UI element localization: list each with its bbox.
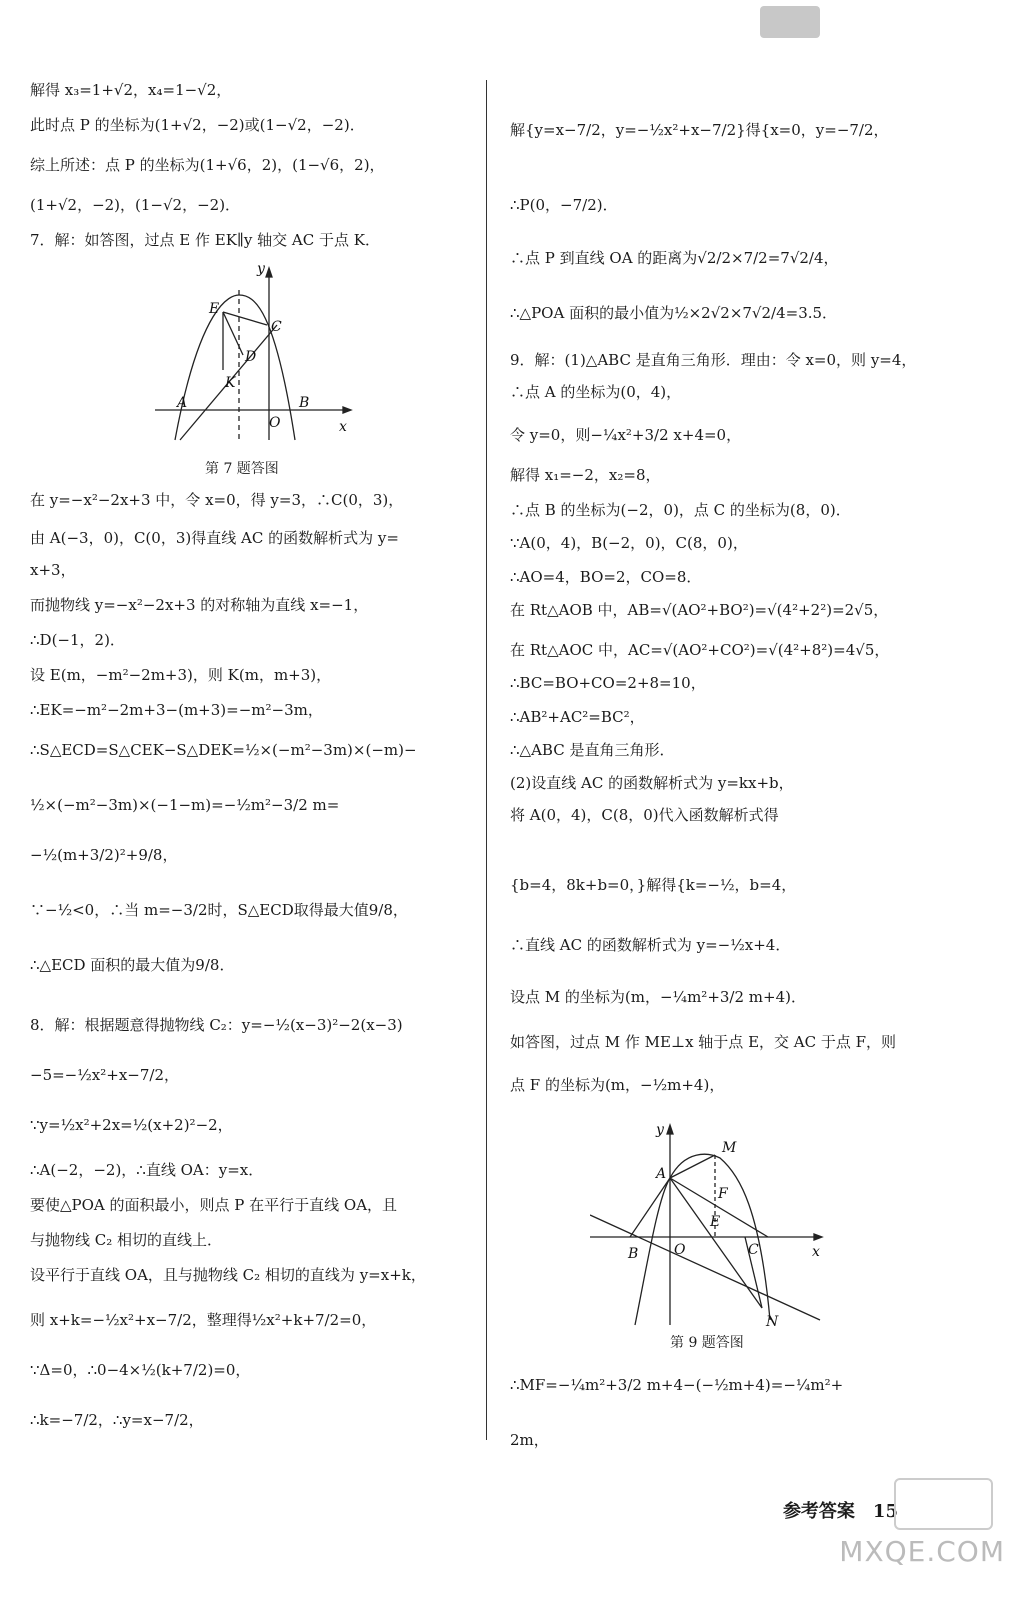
text-line: ∴k=−7/2，∴y=x−7/2， <box>30 1411 204 1429</box>
text-line: ∴点 P 到直线 OA 的距离为√2/2×7/2=7√2/4， <box>510 249 839 267</box>
text-line: ∴点 A 的坐标为(0，4)， <box>510 383 682 401</box>
text-line: {b=4，8k+b=0，}解得{k=−½，b=4， <box>510 876 797 894</box>
label-K: K <box>225 375 236 391</box>
figure-9 <box>590 1120 830 1330</box>
segment-ED <box>223 312 243 355</box>
label-A: A <box>656 1166 667 1182</box>
y-axis-arrow <box>266 268 272 277</box>
text-line: 由 A(−3，0)，C(0，3)得直线 AC 的函数解析式为 y= <box>30 529 399 547</box>
text-line: 设 E(m，−m²−2m+3)，则 K(m，m+3)， <box>30 666 332 684</box>
label-M: M <box>722 1140 737 1156</box>
text-line: 2m， <box>510 1431 549 1449</box>
text-line: ∴AO=4，BO=2，CO=8． <box>510 568 702 586</box>
y-axis-arrow <box>667 1125 673 1134</box>
label-F: F <box>718 1186 728 1202</box>
text-line: 9．解：(1)△ABC 是直角三角形．理由：令 x=0，则 y=4， <box>510 351 917 369</box>
label-B: B <box>628 1246 639 1262</box>
segment-AM <box>670 1155 715 1178</box>
text-line: (2)设直线 AC 的函数解析式为 y=kx+b， <box>510 774 794 792</box>
label-C: C <box>748 1242 759 1258</box>
text-line: 与抛物线 C₂ 相切的直线上． <box>30 1231 223 1249</box>
label-x: x <box>339 419 347 435</box>
text-line: ∴直线 AC 的函数解析式为 y=−½x+4． <box>510 936 791 954</box>
text-line: ∴△POA 面积的最小值为½×2√2×7√2/4=3.5． <box>510 304 838 322</box>
x-axis-arrow <box>814 1234 822 1240</box>
label-x: x <box>812 1244 820 1260</box>
text-line: 解得 x₁=−2，x₂=8， <box>510 466 661 484</box>
text-line: 点 F 的坐标为(m，−½m+4)， <box>510 1076 725 1094</box>
text-line: ½×(−m²−3m)×(−1−m)=−½m²−3/2 m= <box>30 796 340 814</box>
page-tab <box>760 6 820 38</box>
text-line: 解{y=x−7/2，y=−½x²+x−7/2}得{x=0，y=−7/2， <box>510 121 889 139</box>
text-line: ∵−½<0，∴当 m=−3/2时，S△ECD取得最大值9/8， <box>30 901 408 919</box>
text-line: ∴点 B 的坐标为(−2，0)，点 C 的坐标为(8，0)． <box>510 501 851 519</box>
text-line: 8．解：根据题意得抛物线 C₂：y=−½(x−3)²−2(x−3) <box>30 1016 403 1034</box>
figure-9-caption: 第 9 题答图 <box>670 1335 744 1351</box>
watermark-logo <box>894 1478 993 1530</box>
text-line: ∴S△ECD=S△CEK−S△DEK=½×(−m²−3m)×(−m)− <box>30 741 417 759</box>
column-divider <box>486 80 487 1440</box>
label-N: N <box>766 1314 779 1330</box>
x-axis-arrow <box>343 407 351 413</box>
text-line: 解得 x₃=1+√2，x₄=1−√2， <box>30 81 232 99</box>
watermark-text: MXQE.COM <box>839 1535 1005 1568</box>
text-line: ∴MF=−¼m²+3/2 m+4−(−½m+4)=−¼m²+ <box>510 1376 844 1394</box>
label-y: y <box>257 265 265 277</box>
text-line: 令 y=0，则−¼x²+3/2 x+4=0， <box>510 426 742 444</box>
text-line: (1+√2，−2)，(1−√2，−2)． <box>30 196 241 214</box>
text-line: ∴EK=−m²−2m+3−(m+3)=−m²−3m， <box>30 701 323 719</box>
label-E: E <box>710 1214 721 1230</box>
text-line: −5=−½x²+x−7/2， <box>30 1066 179 1084</box>
text-line: ∴BC=BO+CO=2+8=10， <box>510 674 706 692</box>
text-line: ∵y=½x²+2x=½(x+2)²−2， <box>30 1116 233 1134</box>
text-line: 设点 M 的坐标为(m，−¼m²+3/2 m+4)． <box>510 988 806 1006</box>
figure-7 <box>155 265 355 445</box>
text-line: ∴△ECD 面积的最大值为9/8． <box>30 956 235 974</box>
text-line: ∴P(0，−7/2)． <box>510 196 618 214</box>
text-line: 如答图，过点 M 作 ME⊥x 轴于点 E，交 AC 于点 F，则 <box>510 1033 897 1051</box>
text-line: x+3， <box>30 561 76 579</box>
text-line: ∵Δ=0，∴0−4×½(k+7/2)=0， <box>30 1361 251 1379</box>
segment-EC <box>223 312 267 325</box>
text-line: 设平行于直线 OA，且与抛物线 C₂ 相切的直线为 y=x+k， <box>30 1266 426 1284</box>
label-O: O <box>674 1242 686 1258</box>
label-A: A <box>177 395 188 411</box>
text-line: 则 x+k=−½x²+x−7/2，整理得½x²+k+7/2=0， <box>30 1311 377 1329</box>
label-E: E <box>209 301 220 317</box>
text-line: ∴AB²+AC²=BC²， <box>510 708 645 726</box>
text-line: 将 A(0，4)，C(8，0)代入函数解析式得 <box>510 806 779 824</box>
figure-7-caption: 第 7 题答图 <box>205 461 279 477</box>
line-BN <box>590 1215 820 1320</box>
text-line: 要使△POA 的面积最小，则点 P 在平行于直线 OA，且 <box>30 1196 398 1214</box>
segment-AB <box>630 1178 670 1237</box>
text-line: 在 Rt△AOC 中，AC=√(AO²+CO²)=√(4²+8²)=4√5， <box>510 641 890 659</box>
label-B: B <box>299 395 310 411</box>
text-line: 此时点 P 的坐标为(1+√2，−2)或(1−√2，−2)． <box>30 116 365 134</box>
text-line: 综上所述：点 P 的坐标为(1+√6，2)，(1−√6，2)， <box>30 156 385 174</box>
text-line: ∵A(0，4)，B(−2，0)，C(8，0)， <box>510 534 748 552</box>
page-footer: 参考答案 15 <box>782 1501 898 1522</box>
text-line: −½(m+3/2)²+9/8， <box>30 846 178 864</box>
text-line: ∴D(−1，2)． <box>30 631 125 649</box>
label-D: D <box>245 349 257 365</box>
text-line: 而抛物线 y=−x²−2x+3 的对称轴为直线 x=−1， <box>30 596 369 614</box>
text-line: ∴A(−2，−2)，∴直线 OA：y=x． <box>30 1161 264 1179</box>
text-line: 在 y=−x²−2x+3 中，令 x=0，得 y=3，∴C(0，3)， <box>30 491 404 509</box>
text-line: ∴△ABC 是直角三角形． <box>510 741 675 759</box>
text-line: 在 Rt△AOB 中，AB=√(AO²+BO²)=√(4²+2²)=2√5， <box>510 601 889 619</box>
text-line: 7．解：如答图，过点 E 作 EK∥y 轴交 AC 于点 K． <box>30 231 380 249</box>
label-O: O <box>269 415 281 431</box>
label-y: y <box>656 1122 664 1138</box>
label-C: C <box>271 319 282 335</box>
